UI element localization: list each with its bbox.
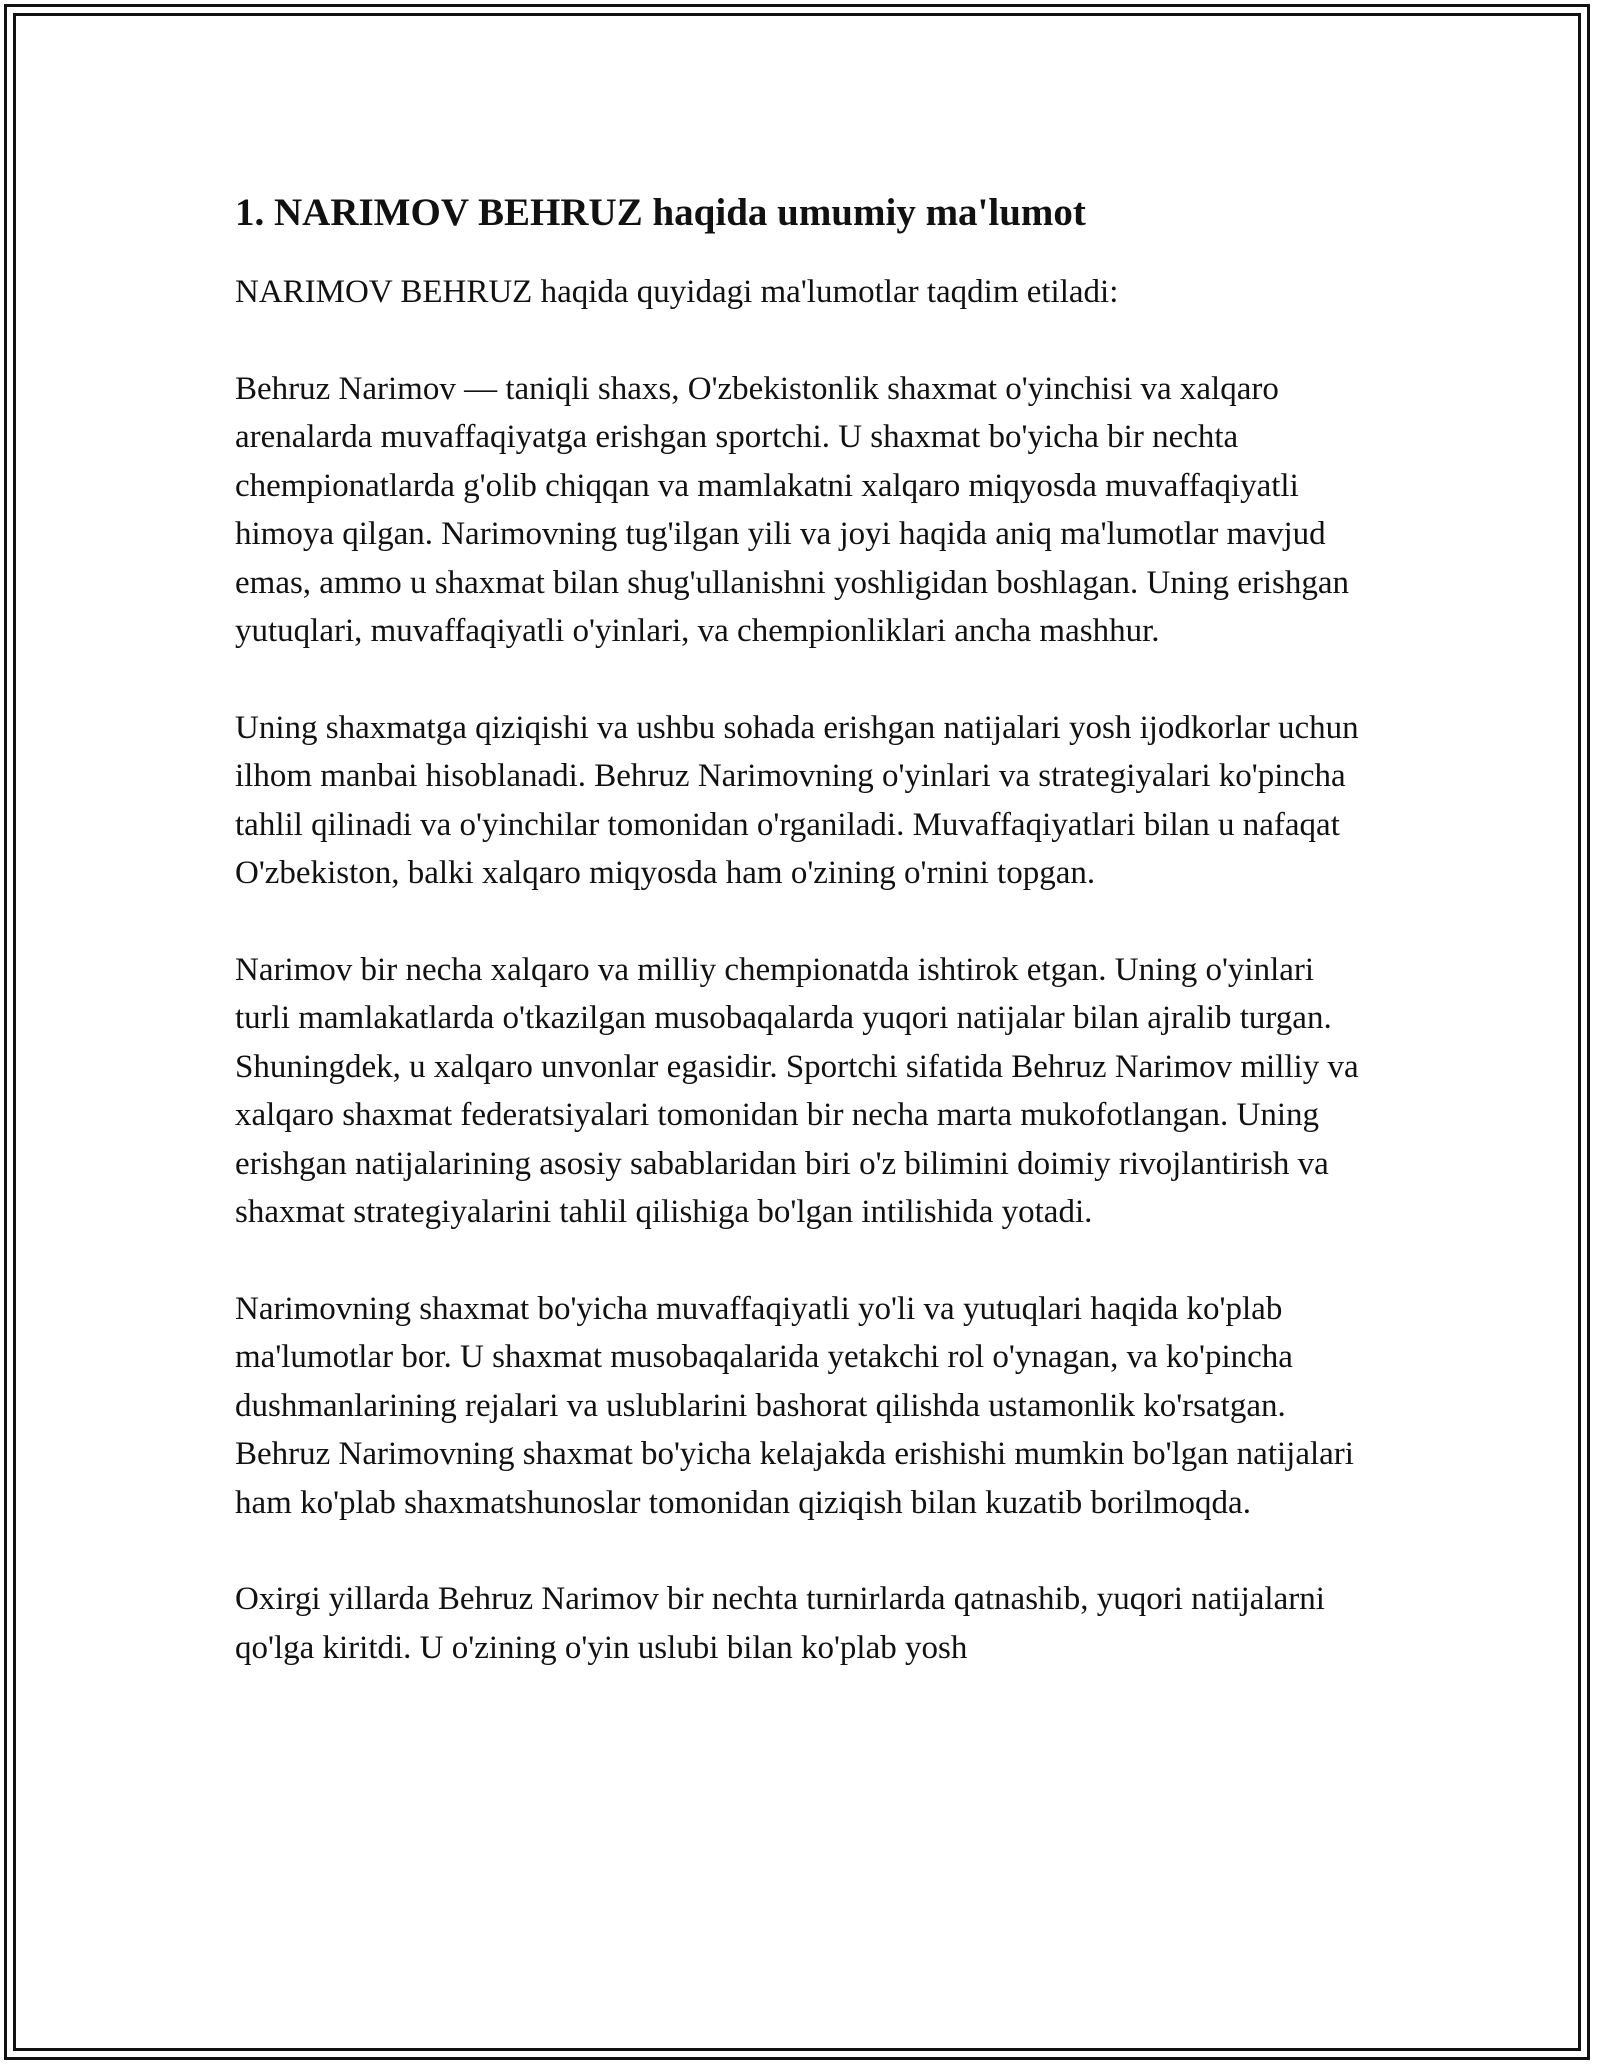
document-body [235,186,1375,1720]
paragraph-4: Narimovning shaxmat bo'yicha muvaffaqiyatli yo'li va yutuqlari haqida ko'plab ma'lumotlar bor. U shaxmat musobaqalarida yetakchi rol o'ynagan, va ko'pincha dushmanlarining rejalari va uslublarini bashorat qilishda ustamonlik ko'rsatgan. Behruz Narimovning shaxmat bo'yicha kelajakda erishishi mumkin bo'lgan natijalari ham ko'plab shaxmatshunoslar tomonidan qiziqish bilan kuzatib borilmoqda. [235,1290,1354,1521]
paragraph-3: Narimov bir necha xalqaro va milliy chempionatda ishtirok etgan. Uning o'yinlari turli mamlakatlarda o'tkazilgan musobaqalarda yuqori natijalar bilan ajralib turgan. Shuningdek, u xalqaro unvonlar egasidir. Sportchi sifatida Behruz Narimov milliy va xalqaro shaxmat federatsiyalari tomonidan bir necha marta mukofotlangan. Uning erishgan natijalarining asosiy sabablaridan biri o'z bilimini doimiy rivojlantirish va shaxmat strategiyalarini tahlil qilishiga bo'lgan intilishida yotadi. [235,951,1359,1230]
section-heading: 1. NARIMOV BEHRUZ haqida umumiy ma'lumot [235,191,1086,234]
intro-paragraph: NARIMOV BEHRUZ haqida quyidagi ma'lumotlar taqdim etiladi: [235,274,1119,310]
paragraph-2: Uning shaxmatga qiziqishi va ushbu sohada erishgan natijalari yosh ijodkorlar uchun ilhom manbai hisoblanadi. Behruz Narimovning o'yinlari va strategiyalari ko'pincha tahlil qilinadi va o'yinchilar tomonidan o'rganiladi. Muvaffaqiyatlari bilan u nafaqat O'zbekiston, balki xalqaro miqyosda ham o'zining o'rnini topgan. [235,709,1359,891]
paragraph-1: Behruz Narimov — taniqli shaxs, O'zbekistonlik shaxmat o'yinchisi va xalqaro arenalarda muvaffaqiyatga erishgan sportchi. U shaxmat bo'yicha bir nechta chempionatlarda g'olib chiqqan va mamlakatni xalqaro miqyosda muvaffaqiyatli himoya qilgan. Narimovning tug'ilgan yili va joyi haqida aniq ma'lumotlar mavjud emas, ammo u shaxmat bilan shug'ullanishni yoshligidan boshlagan. Uning erishgan yutuqlari, muvaffaqiyatli o'yinlari, va chempionliklari ancha mashhur. [235,370,1350,649]
paragraph-5: Oxirgi yillarda Behruz Narimov bir nechta turnirlarda qatnashib, yuqori natijalarni qo'lga kiritdi. U o'zining o'yin uslubi bilan ko'plab yosh [235,1581,1325,1666]
